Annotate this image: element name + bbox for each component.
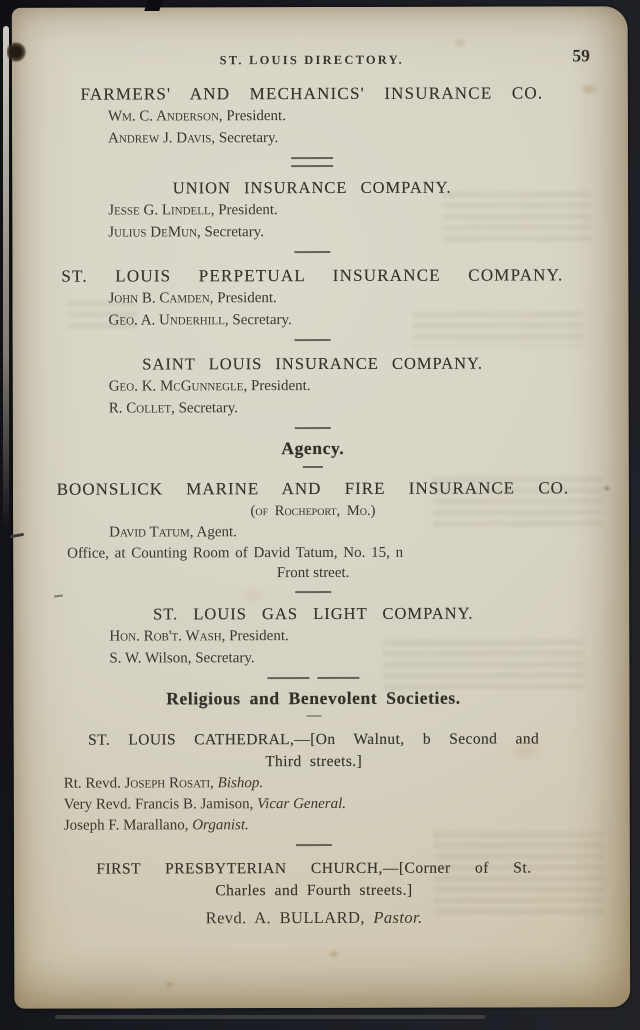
separator-rule (303, 466, 323, 468)
officer-role: Organist. (192, 817, 249, 834)
section-farmers (40, 82, 584, 167)
officer-name: Jesse G. Lindell (108, 202, 211, 219)
officer-name: Francis B. Jamison (135, 796, 250, 813)
officer-name: R. Collet (108, 400, 172, 417)
officer-line: Very Revd. Francis B. Jamison, Vicar General. (63, 795, 347, 813)
officer-name: Julius DeMun (108, 224, 198, 241)
section-union (40, 176, 584, 253)
officer-line: S. W. Wilson, Secretary. (109, 650, 255, 667)
category-heading: Religious and Benevolent Societies. (166, 687, 461, 709)
section-title: ST. LOUIS CATHEDRAL,—[On Walnut, b Second and (88, 730, 540, 749)
sections (40, 82, 586, 929)
officer-line: David Tatum, Agent. (109, 524, 237, 541)
separator-rule (295, 427, 331, 429)
officer-name: S. W. Wilson (109, 650, 188, 667)
page-number: 59 (572, 45, 590, 66)
officer-name: A. BULLARD (254, 907, 361, 928)
section-cathedral (42, 728, 586, 846)
section-title: BOONSLICK MARINE AND FIRE INSURANCE CO. (56, 478, 570, 499)
officer-role: Secretary. (232, 312, 292, 329)
book-page (12, 6, 631, 1009)
separator-rule (306, 715, 321, 717)
separator-rule (295, 591, 331, 593)
separator-rule (295, 339, 331, 341)
officer-role: Bishop. (217, 775, 264, 792)
officer-line: Revd. A. BULLARD, Pastor. (205, 907, 423, 928)
running-head (40, 45, 590, 71)
officer-role: Agent. (196, 524, 237, 541)
officer-role: Secretary. (218, 130, 279, 147)
officer-name: Joseph Rosati (124, 775, 211, 792)
officer-role: Secretary. (204, 224, 264, 241)
section-gaslight (41, 602, 585, 679)
officer-line: Rt. Revd. Joseph Rosati, Bishop. (63, 775, 264, 792)
officer-role: President. (229, 628, 289, 645)
officer-name: Joseph F. Marallano (63, 817, 185, 834)
officer-line: John B. Camden, President. (108, 290, 277, 307)
ink-blot-mark (7, 42, 27, 62)
officer-role: President. (226, 108, 286, 125)
officer-line: Geo. K. McGunnegle, President. (108, 378, 311, 395)
category-heading: Agency. (281, 437, 345, 459)
section-saintlouis (41, 352, 585, 429)
section-boonslick (41, 477, 585, 593)
section-title: SAINT LOUIS INSURANCE COMPANY. (142, 353, 483, 374)
officer-role: President. (217, 290, 277, 307)
section-firstpres (42, 857, 586, 929)
separator-rule (296, 844, 332, 846)
officer-name: Geo. K. McGunnegle (108, 378, 244, 395)
note-line: Front street. (276, 564, 350, 582)
section-title: FARMERS' AND MECHANICS' INSURANCE CO. (80, 83, 544, 104)
officer-name: Wm. C. Anderson (107, 108, 219, 125)
officer-name: Andrew J. Davis (108, 130, 212, 147)
note-line: Office, at Counting Room of David Tatum, No. 15, n (67, 544, 404, 562)
separator-rule (291, 157, 333, 167)
officer-name: Geo. A. Underhill (108, 312, 225, 329)
officer-role: President. (218, 202, 278, 219)
officer-line: Geo. A. Underhill, Secretary. (108, 312, 292, 329)
officer-role: President. (250, 378, 311, 395)
officer-role: Secretary. (195, 650, 255, 667)
section-agency-heading (41, 436, 585, 468)
officer-line: Wm. C. Anderson, President. (107, 108, 286, 125)
officer-name: Hon. Rob't. Wash (109, 628, 222, 645)
section-subtitle: (of Rocheport, Mo.) (250, 502, 376, 520)
officer-line: R. Collet, Secretary. (108, 400, 239, 417)
officer-line: Joseph F. Marallano, Organist. (63, 817, 249, 834)
section-title: FIRST PRESBYTERIAN CHURCH,—[Corner of St. (96, 859, 532, 878)
section-religious-heading (41, 686, 585, 717)
section-title: Charles and Fourth streets.] (215, 881, 413, 900)
separator-rule (267, 677, 359, 679)
scanner-edge-streak (55, 1015, 485, 1019)
officer-role: Secretary. (178, 400, 239, 417)
officer-role: Pastor. (373, 907, 423, 927)
officer-name: David Tatum (109, 524, 190, 541)
officer-role: Vicar General. (257, 795, 347, 813)
officer-line: Julius DeMun, Secretary. (108, 224, 264, 241)
separator-rule (294, 251, 330, 253)
page-content (12, 6, 631, 1009)
officer-line: Andrew J. Davis, Secretary. (108, 130, 279, 147)
section-title: ST. LOUIS PERPETUAL INSURANCE COMPANY. (61, 265, 564, 286)
officer-line: Jesse G. Lindell, President. (108, 202, 278, 219)
officer-name: John B. Camden (108, 290, 210, 307)
section-title: ST. LOUIS GAS LIGHT COMPANY. (153, 603, 474, 624)
page-edge-strip (3, 26, 9, 531)
section-title: UNION INSURANCE COMPANY. (172, 177, 452, 198)
section-perpetual (40, 264, 584, 341)
officer-line: Hon. Rob't. Wash, President. (109, 628, 289, 645)
section-title: Third streets.] (265, 752, 363, 771)
running-title: ST. LOUIS DIRECTORY. (219, 52, 405, 68)
